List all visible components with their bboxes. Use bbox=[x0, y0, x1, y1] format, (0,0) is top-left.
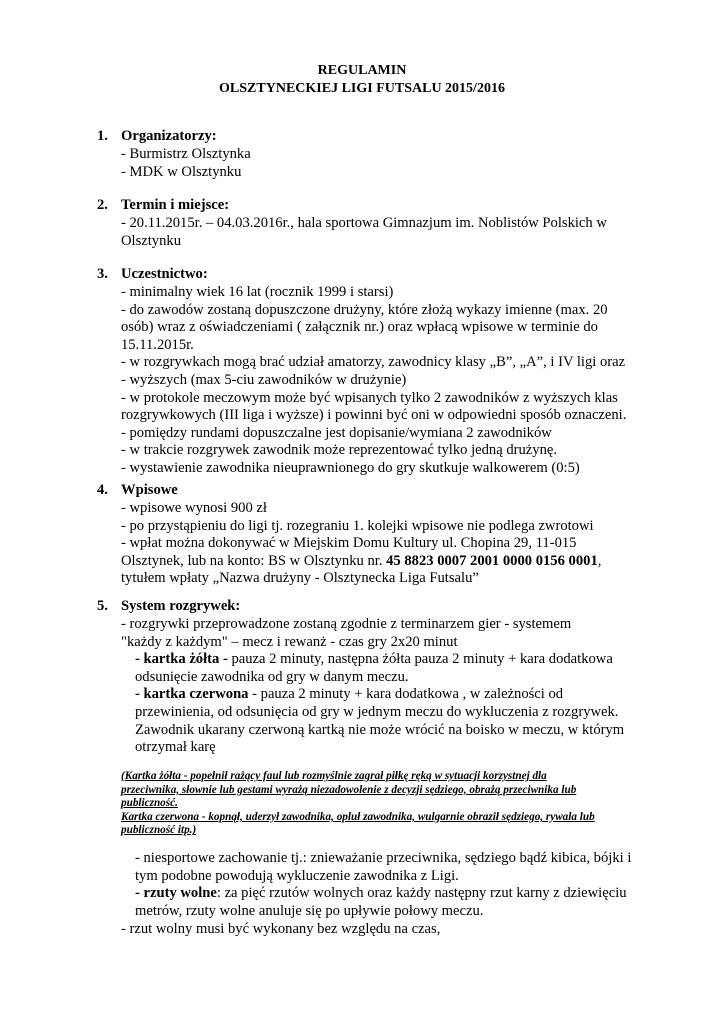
organizer-line: - MDK w Olsztynku bbox=[121, 163, 242, 180]
conduct-line: - rzut wolny musi być wykonany bez względu na czas, bbox=[121, 921, 441, 937]
note-line: publiczność itp.) bbox=[121, 824, 197, 837]
fee-line: - po przystąpieniu do ligi tj. rozegraniu 1. kolejki wpisowe nie podlega zwrotowi bbox=[121, 517, 594, 534]
free-kicks-line: - rzuty wolne: za pięć rzutów wolnych oraz każdy następny rzut karny z dziewięciu bbox=[135, 885, 627, 902]
section-term-heading: 2. Termin i miejsce: bbox=[97, 197, 230, 213]
note-line: publiczność. bbox=[121, 797, 178, 810]
participation-line: - minimalny wiek 16 lat (rocznik 1999 i starsi) bbox=[121, 284, 394, 300]
section-participation-body bbox=[121, 284, 641, 478]
participation-line: rozgrywkowych (III liga i wyższe) i powinni być oni w odpowiedni sposób oznaczeni. bbox=[121, 407, 627, 424]
participation-line: - w trakcie rozgrywek zawodnik może reprezentować tylko jedną drużynę. bbox=[121, 442, 557, 459]
section-participation-heading: 3. Uczestnictwo: bbox=[97, 266, 208, 282]
participation-line: - w rozgrywkach mogą brać udział amatorzy, zawodnicy klasy „B”, „A”, i IV ligi oraz bbox=[121, 354, 626, 371]
term-line: - 20.11.2015r. – 04.03.2016r., hala sportowa Gimnazjum im. Noblistów Polskich w bbox=[121, 215, 607, 231]
system-line: Zawodnik ukarany czerwoną kartką nie może wrócić na boisko w meczu, w którym bbox=[135, 721, 625, 738]
note-line: Kartka czerwona - kopnął, uderzył zawodnika, opluł zawodnika, wulgarnie obraził sędziego, rywala lub bbox=[121, 810, 595, 823]
conduct-line: metrów, rzuty wolne anuluje się po upływie połowy meczu. bbox=[135, 902, 484, 919]
conduct-body bbox=[121, 850, 641, 920]
participation-line: - pomiędzy rundami dopuszczalne jest dopisanie/wymiana 2 zawodników bbox=[121, 424, 552, 441]
section-organizers-heading: 1. Organizatorzy: bbox=[97, 128, 217, 144]
system-line: otrzymał karę bbox=[135, 739, 216, 756]
bank-account-number: 45 8823 0007 2001 0000 0156 0001 bbox=[386, 552, 598, 569]
conduct-line: - niesportowe zachowanie tj.: znieważanie przeciwnika, sędziego bądź kibica, bójki i bbox=[135, 850, 632, 866]
document-subtitle: OLSZTYNECKIEJ LIGI FUTSALU 2015/2016 bbox=[219, 81, 505, 96]
participation-line: - wyższych (max 5-ciu zawodników w drużynie) bbox=[121, 371, 407, 388]
participation-line: - do zawodów zostaną dopuszczone drużyny, które złożą wykazy imienne (max. 20 bbox=[121, 301, 608, 318]
section-fee-heading: 4. Wpisowe bbox=[97, 482, 178, 498]
section-term-body bbox=[121, 215, 641, 250]
cards-note bbox=[121, 770, 641, 838]
organizer-line: - Burmistrz Olsztynka bbox=[121, 146, 251, 162]
yellow-card-line: - kartka żółta - pauza 2 minuty, następna żółta pauza 2 minuty + kara dodatkowa bbox=[135, 651, 613, 668]
term-line: Olsztynku bbox=[121, 232, 181, 249]
last-rule bbox=[121, 921, 641, 939]
participation-line: - w protokole meczowym może być wpisanych tylko 2 zawodników z wyższych klas bbox=[121, 389, 618, 406]
system-line: przewinienia, od odsunięcia od gry w jednym meczu do wykluczenia z rozgrywek. bbox=[135, 703, 619, 720]
system-line: - rozgrywki przeprowadzone zostaną zgodnie z terminarzem gier - systemem bbox=[121, 616, 572, 632]
document-title: REGULAMIN bbox=[317, 63, 407, 78]
participation-line: 15.11.2015r. bbox=[121, 336, 194, 353]
fee-line: tytułem wpłaty „Nazwa drużyny - Olsztynecka Liga Futsalu” bbox=[121, 570, 479, 587]
red-card-line: - kartka czerwona - pauza 2 minuty + kara dodatkowa , w zależności od bbox=[135, 686, 564, 703]
section-system-body bbox=[121, 616, 641, 757]
conduct-line: tym podobne powodują wykluczenie zawodnika z Ligi. bbox=[135, 867, 459, 884]
section-fee-body bbox=[121, 500, 641, 588]
note-line: przeciwnika, słownie lub gestami wyrażą niezadowolenie z decyzji sędziego, obrażą przeciwnika lub bbox=[121, 783, 577, 796]
fee-line: - wpłat można dokonywać w Miejskim Domu Kultury ul. Chopina 29, 11-015 bbox=[121, 535, 577, 552]
note-line: (Kartka żółta - popełnił rażący faul lub rozmyślnie zagrał piłkę ręką w sytuacji korzystnej dla bbox=[121, 770, 547, 782]
system-line: "każdy z każdym" – mecz i rewanż - czas gry 2x20 minut bbox=[121, 633, 458, 650]
participation-line: osób) wraz z oświadczeniami ( załącznik nr.) oraz wpłacą wpisowe w terminie do bbox=[121, 319, 598, 336]
system-line: odsunięcie zawodnika od gry w danym meczu. bbox=[135, 668, 409, 685]
section-system-heading: 5. System rozgrywek: bbox=[97, 598, 241, 614]
participation-line: - wystawienie zawodnika nieuprawnionego do gry skutkuje walkowerem (0:5) bbox=[121, 459, 580, 476]
section-organizers-body bbox=[121, 146, 641, 181]
fee-account-line: Olsztynek, lub na konto: BS w Olsztynku nr. 45 8823 0007 2001 0000 0156 0001, bbox=[121, 552, 602, 569]
fee-line: - wpisowe wynosi 900 zł bbox=[121, 500, 267, 516]
